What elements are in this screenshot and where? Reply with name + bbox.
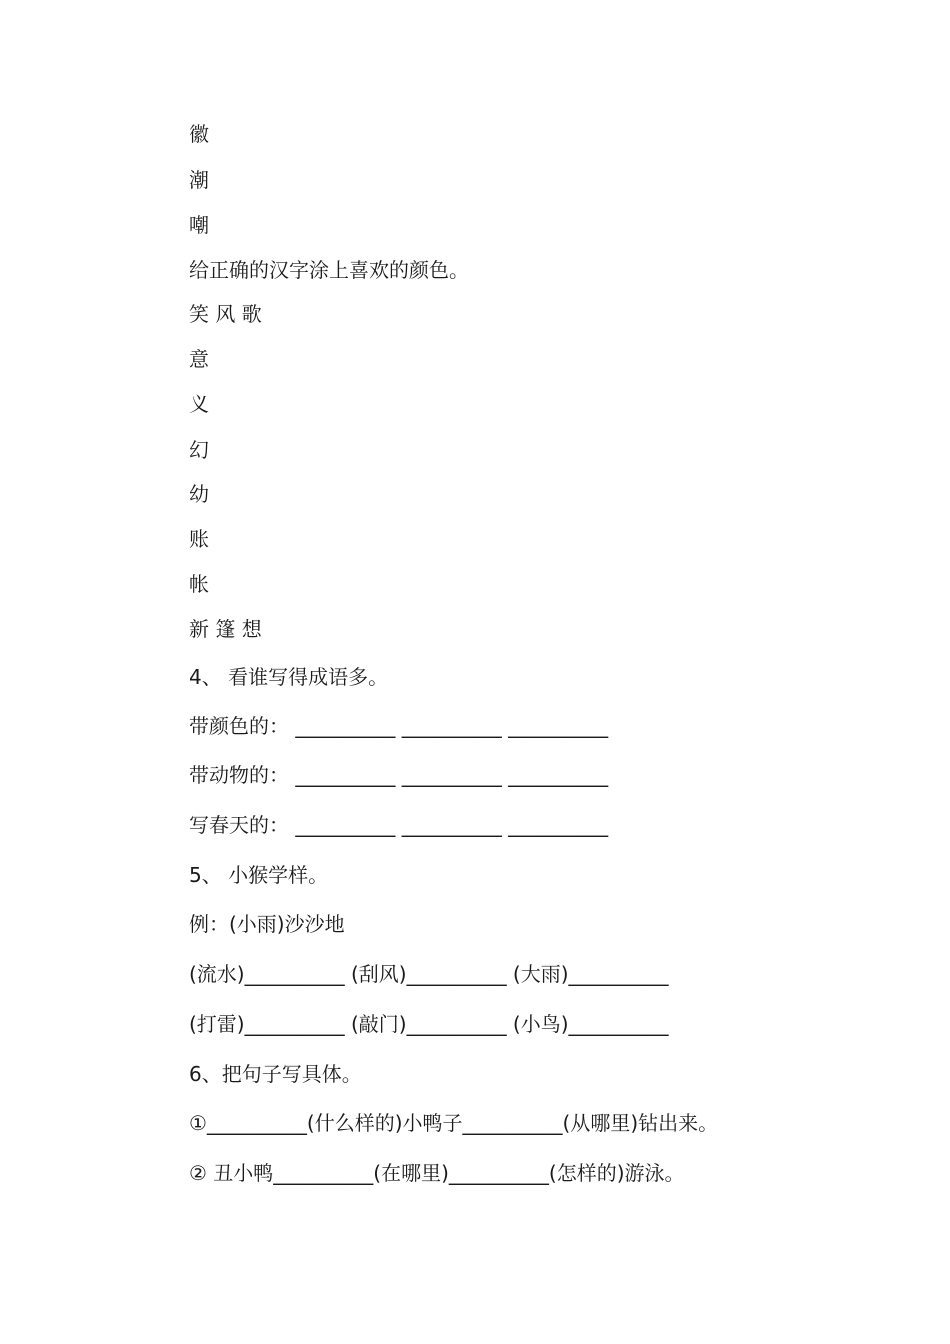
fill-line-animal-idioms: 带动物的： __________ __________ __________ [189,763,609,787]
text-line-char-you: 幼 [189,482,209,506]
text-line-char-chao: 潮 [189,168,209,192]
text-line-char-yi-justice: 义 [189,392,209,416]
example-line: 例：(小雨)沙沙地 [189,912,345,936]
text-line-char-huan: 幻 [189,438,209,462]
text-line-char-yi-meaning: 意 [189,347,209,371]
text-line-char-zhang-account: 账 [189,527,209,551]
section-heading-4: 4、 看谁写得成语多。 [189,665,389,689]
fill-line-onomatopoeia-2: (打雷)__________ (敲门)__________ (小鸟)__________ [189,1012,669,1036]
text-line-word-row-2: 新 篷 想 [189,617,262,641]
section-heading-5: 5、 小猴学样。 [189,863,329,887]
fill-line-sentence-1: ①__________(什么样的)小鸭子__________(从哪里)钻出来。 [189,1111,719,1135]
text-line-char-chao-mock: 嘲 [189,213,209,237]
text-line-char-hui: 徽 [189,122,209,146]
section-heading-6: 6、把句子写具体。 [189,1062,362,1086]
text-line-char-zhang-tent: 帐 [189,572,209,596]
fill-line-sentence-2: ② 丑小鸭__________(在哪里)__________(怎样的)游泳。 [189,1161,685,1185]
fill-line-spring-idioms: 写春天的： __________ __________ __________ [189,813,609,837]
fill-line-color-idioms: 带颜色的： __________ __________ __________ [189,714,609,738]
fill-line-onomatopoeia-1: (流水)__________ (刮风)__________ (大雨)__________ [189,962,669,986]
instruction-color-correct-chars: 给正确的汉字涂上喜欢的颜色。 [189,258,469,282]
text-line-word-row-1: 笑 风 歌 [189,302,262,326]
